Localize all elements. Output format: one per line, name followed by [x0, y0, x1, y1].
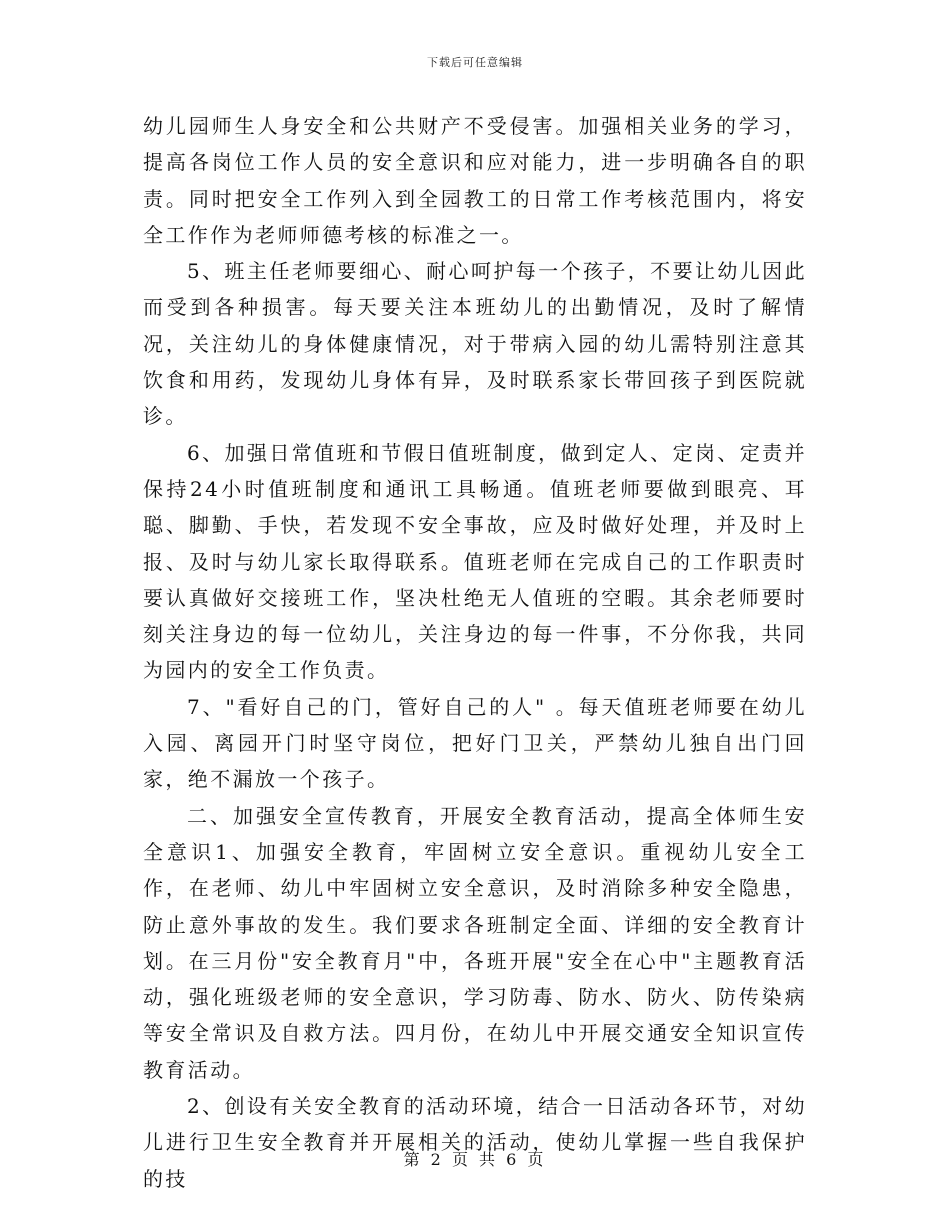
page-number-footer: 第 2 页 共 6 页: [403, 1150, 547, 1169]
paragraph-5: 二、加强安全宣传教育，开展安全教育活动，提高全体师生安全意识1、加强安全教育，牢固树立安全意识。重视幼儿安全工作，在老师、幼儿中牢固树立安全意识，及时消除多种安全隐患，防止意外事故的发生。我们要求各班制定全面、详细的安全教育计划。在三月份"安全教育月"中，各班开展"安全在心中"主题教育活动，强化班级老师的安全意识，学习防毒、防水、防火、防传染病等安全常识及自救方法。四月份，在幼儿中开展交通安全知识宣传教育活动。: [143, 803, 807, 1082]
paragraph-4: 7、"看好自己的门，管好自己的人" 。每天值班老师要在幼儿入园、离园开门时坚守岗位，把好门卫关，严禁幼儿独自出门回家，绝不漏放一个孩子。: [143, 694, 807, 792]
paragraph-1: 幼儿园师生人身安全和公共财产不受侵害。加强相关业务的学习，提高各岗位工作人员的安全意识和应对能力，进一步明确各自的职责。同时把安全工作列入到全园教工的日常工作考核范围内，将安全工作作为老师师德考核的标准之一。: [143, 114, 807, 247]
paragraph-2: 5、班主任老师要细心、耐心呵护每一个孩子，不要让幼儿因此而受到各种损害。每天要关注本班幼儿的出勤情况，及时了解情况，关注幼儿的身体健康情况，对于带病入园的幼儿需特别注意其饮食和用药，发现幼儿身体有异，及时联系家长带回孩子到医院就诊。: [143, 259, 807, 429]
page-header-note: 下载后可任意编辑: [427, 56, 523, 69]
paragraph-3: 6、加强日常值班和节假日值班制度，做到定人、定岗、定责并保持24小时值班制度和通讯工具畅通。值班老师要做到眼亮、耳聪、脚勤、手快，若发现不安全事故，应及时做好处理，并及时上报、及时与幼儿家长取得联系。值班老师在完成自己的工作职责时要认真做好交接班工作，坚决杜绝无人值班的空暇。其余老师要时刻关注身边的每一位幼儿，关注身边的每一件事，不分你我，共同为园内的安全工作负责。: [143, 440, 807, 683]
paragraph-6: 2、创设有关安全教育的活动环境，结合一日活动各环节，对幼儿进行卫生安全教育并开展相关的活动，使幼儿掌握一些自我保护的技: [143, 1094, 807, 1191]
document-body: [143, 108, 807, 1197]
